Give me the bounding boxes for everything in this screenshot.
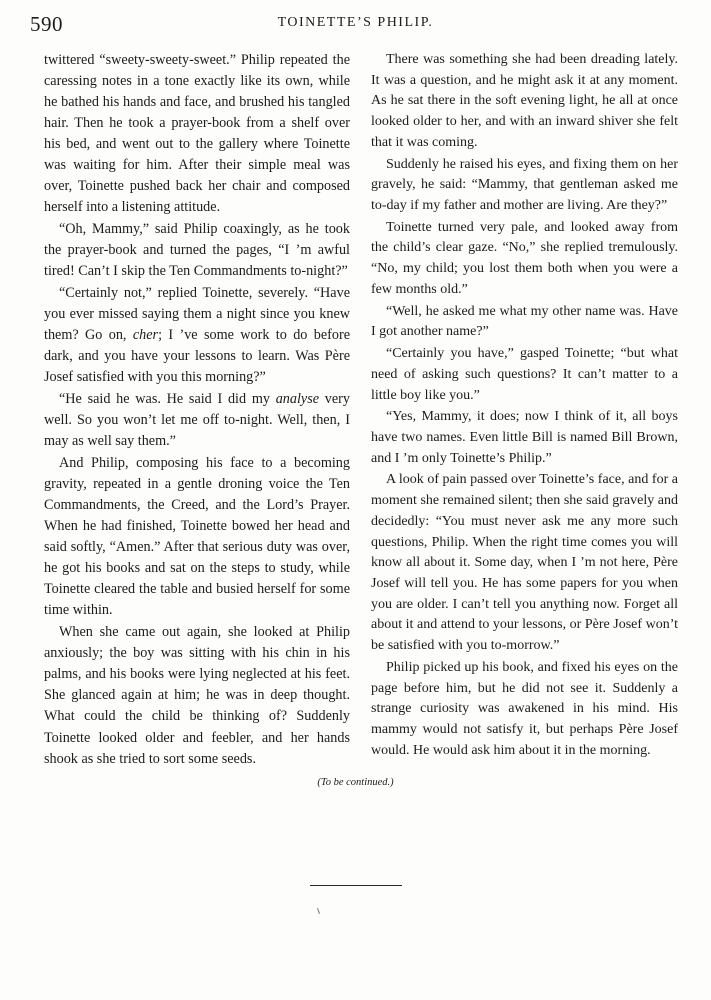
paragraph: “Oh, Mammy,” said Philip coaxingly, as he took the prayer-book and turned the pages, “I ’m awful tired! Can’t I skip the Ten Commandments to-night?”	[44, 221, 350, 280]
left-column	[44, 50, 350, 770]
paragraph: “Certainly not,” replied Toinette, severely. “Have you ever missed saying them a night since you knew them? Go on, cher; I ’ve some work to do before dark, and you have your lessons to learn. Was Père Josef satisfied with you this morning?”	[44, 285, 351, 386]
paragraph: “He said he was. He said I did my analyse very well. So you won’t let me off to-night. Well, then, I may as well say them.”	[44, 391, 350, 450]
page-number: 590	[30, 12, 63, 36]
paragraph: There was something she had been dreading lately. It was a question, and he might ask it at any moment. As he sat there in the soft evening light, he all at once looked older to her, and with an inward shiver she felt that it was coming.	[371, 52, 678, 150]
paragraph: “Yes, Mammy, it does; now I think of it, all boys have two names. Even little Bill is named Bill Brown, and I ’m only Toinette’s Philip.”	[371, 409, 678, 466]
end-rule-divider	[310, 885, 402, 886]
to-be-continued-note: (To be continued.)	[317, 777, 394, 788]
paragraph: Toinette turned very pale, and looked away from the child’s clear gaze. “No,” she replied tremulously. “No, my child; you lost them both when you were a few months old.”	[371, 219, 678, 297]
paragraph: A look of pain passed over Toinette’s face, and for a moment she remained silent; then she said gravely and decidedly: “You must never ask me any more such questions, Philip. When the right time comes you will know all about it. Some day, when I ’m not here, Père Josef will tell you. He has some papers for you when you are older. I can’t tell you anything now. Forget all about it and attend to your lessons, or Père Josef won’t be satisfied with you to-morrow.”	[371, 472, 678, 654]
right-column	[371, 50, 678, 761]
paragraph: Suddenly he raised his eyes, and fixing them on her gravely, he said: “Mammy, that gentleman asked me to-day if my father and mother are living. Are they?”	[371, 156, 678, 214]
paragraph: “Well, he asked me what my other name was. Have I got another name?”	[371, 303, 678, 340]
paragraph: When she came out again, she looked at Philip anxiously; the boy was sitting with his chin in his palms, and his books were lying neglected at his feet. She glanced again at him; he was in deep thought. What could the child be thinking of? Suddenly Toinette looked older and feebler, and her hands shook as she tried to sort some seeds.	[44, 624, 350, 767]
paragraph: “Certainly you have,” gasped Toinette; “but what need of asking such questions? It can’t matter to a little boy like you.”	[371, 346, 678, 403]
running-title: TOINETTE’S PHILIP.	[277, 15, 434, 30]
paragraph: And Philip, composing his face to a becoming gravity, repeated in a gentle droning voice the Ten Commandments, the Creed, and the Lord’s Prayer. When he had finished, Toinette bowed her head and said softly, “Amen.” After that serious duty was over, he got his books and sat on the steps to study, while Toinette cleared the table and busied herself for some time within.	[44, 455, 350, 619]
paragraph: twittered “sweety-sweety-sweet.” Philip repeated the caressing notes in a tone exactly like its own, while he bathed his hands and face, and brushed his tangled hair. Then he took a prayer-book from a shelf over his bed, and went out to the gallery where Toinette was waiting for him. After their simple meal was over, Toinette pushed back her chair and composed herself into a listening attitude.	[44, 52, 350, 216]
scan-mark	[317, 908, 320, 914]
paragraph: Philip picked up his book, and fixed his eyes on the page before him, but he did not see it. Suddenly a strange curiosity was awakened in his mind. His mammy would not satisfy it, but perhaps Père Josef would. He would ask him about it in the morning.	[371, 659, 678, 758]
page-header	[30, 12, 681, 42]
